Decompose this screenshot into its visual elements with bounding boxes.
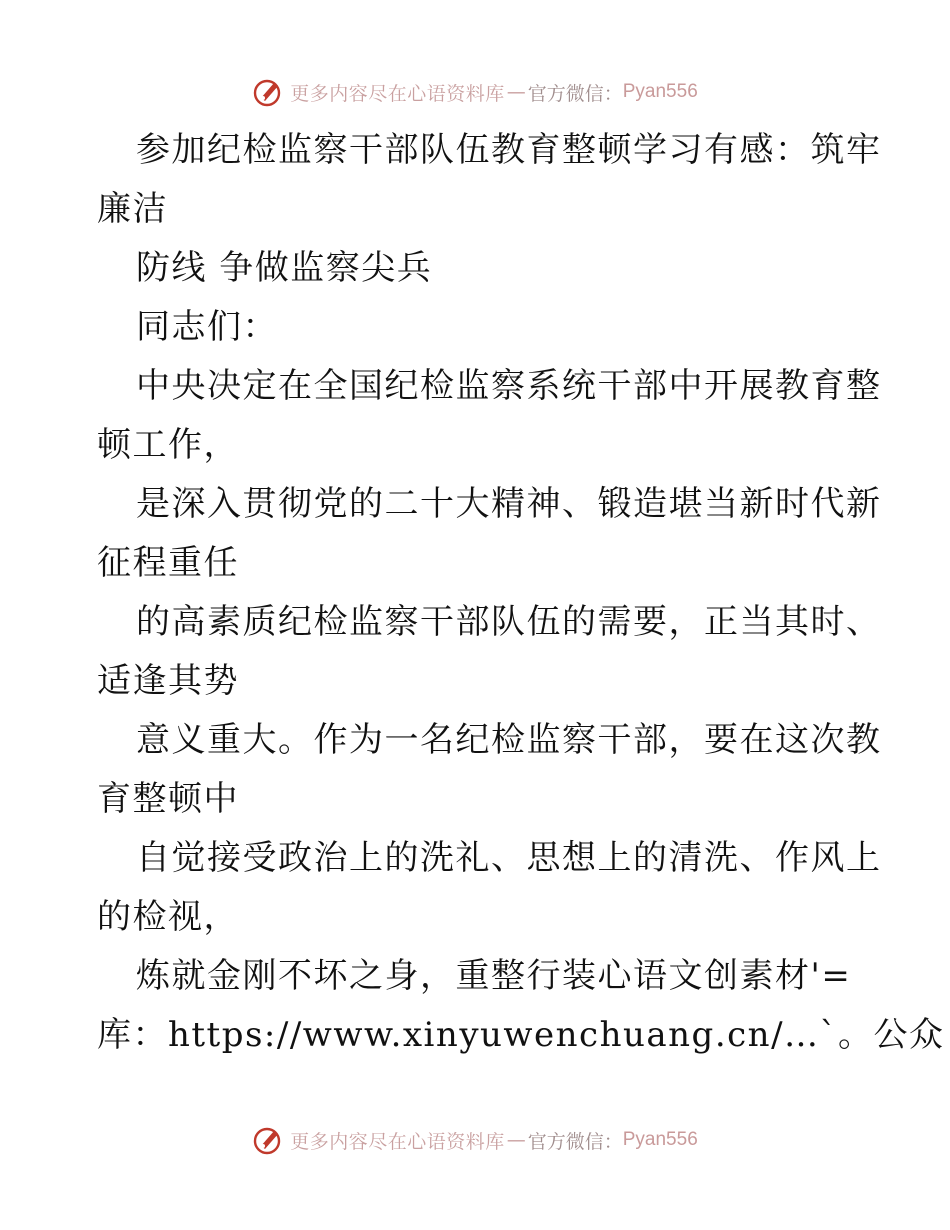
watermark-wechat-label: 官方微信： xyxy=(527,82,623,105)
watermark-wechat-id: Pyan556 xyxy=(622,1129,698,1150)
salutation: 同志们： xyxy=(136,307,278,347)
watermark-brand: 更多内容尽在心语资料库 xyxy=(290,1130,505,1153)
paragraph-line: 的高素质纪检监察干部队伍的需要，正当其时、 xyxy=(136,602,882,642)
header-watermark xyxy=(0,72,950,112)
paragraph-line: 征程重任 xyxy=(97,543,239,583)
paragraph-line: 顿工作， xyxy=(97,425,239,465)
paragraph-line: 适逢其势 xyxy=(97,661,239,701)
pen-logo-icon xyxy=(252,1124,284,1156)
paragraph-line: 是深入贯彻党的二十大精神、锻造堪当新时代新 xyxy=(136,484,882,524)
paragraph-line: 中央决定在全国纪检监察系统干部中开展教育整 xyxy=(136,366,882,406)
paragraph-line: 的检视， xyxy=(97,897,239,937)
watermark-separator: — xyxy=(506,1129,526,1151)
title-line-1: 参加纪检监察干部队伍教育整顿学习有感：筑牢 xyxy=(136,130,882,170)
paragraph-line: 炼就金刚不坏之身，重整行装心语文创素材'= xyxy=(136,956,852,996)
watermark-wechat-label: 官方微信： xyxy=(527,1130,623,1153)
title-line-2: 廉洁 xyxy=(97,189,168,229)
document-body xyxy=(97,121,945,1065)
paragraph-line: 育整顿中 xyxy=(97,779,239,819)
footer-watermark xyxy=(0,1120,950,1160)
watermark-brand: 更多内容尽在心语资料库 xyxy=(290,82,505,105)
paragraph-line: 自觉接受政治上的洗礼、思想上的清洗、作风上 xyxy=(136,838,882,878)
title-line-3: 防线 争做监察尖兵 xyxy=(136,248,433,288)
pen-logo-icon xyxy=(252,76,284,108)
watermark-wechat-id: Pyan556 xyxy=(622,81,698,102)
paragraph-line: 库：https://www.xinyuwenchuang.cn/…`。公众 xyxy=(97,1015,945,1055)
paragraph-line: 意义重大。作为一名纪检监察干部，要在这次教 xyxy=(136,720,882,760)
watermark-separator: — xyxy=(506,81,526,103)
